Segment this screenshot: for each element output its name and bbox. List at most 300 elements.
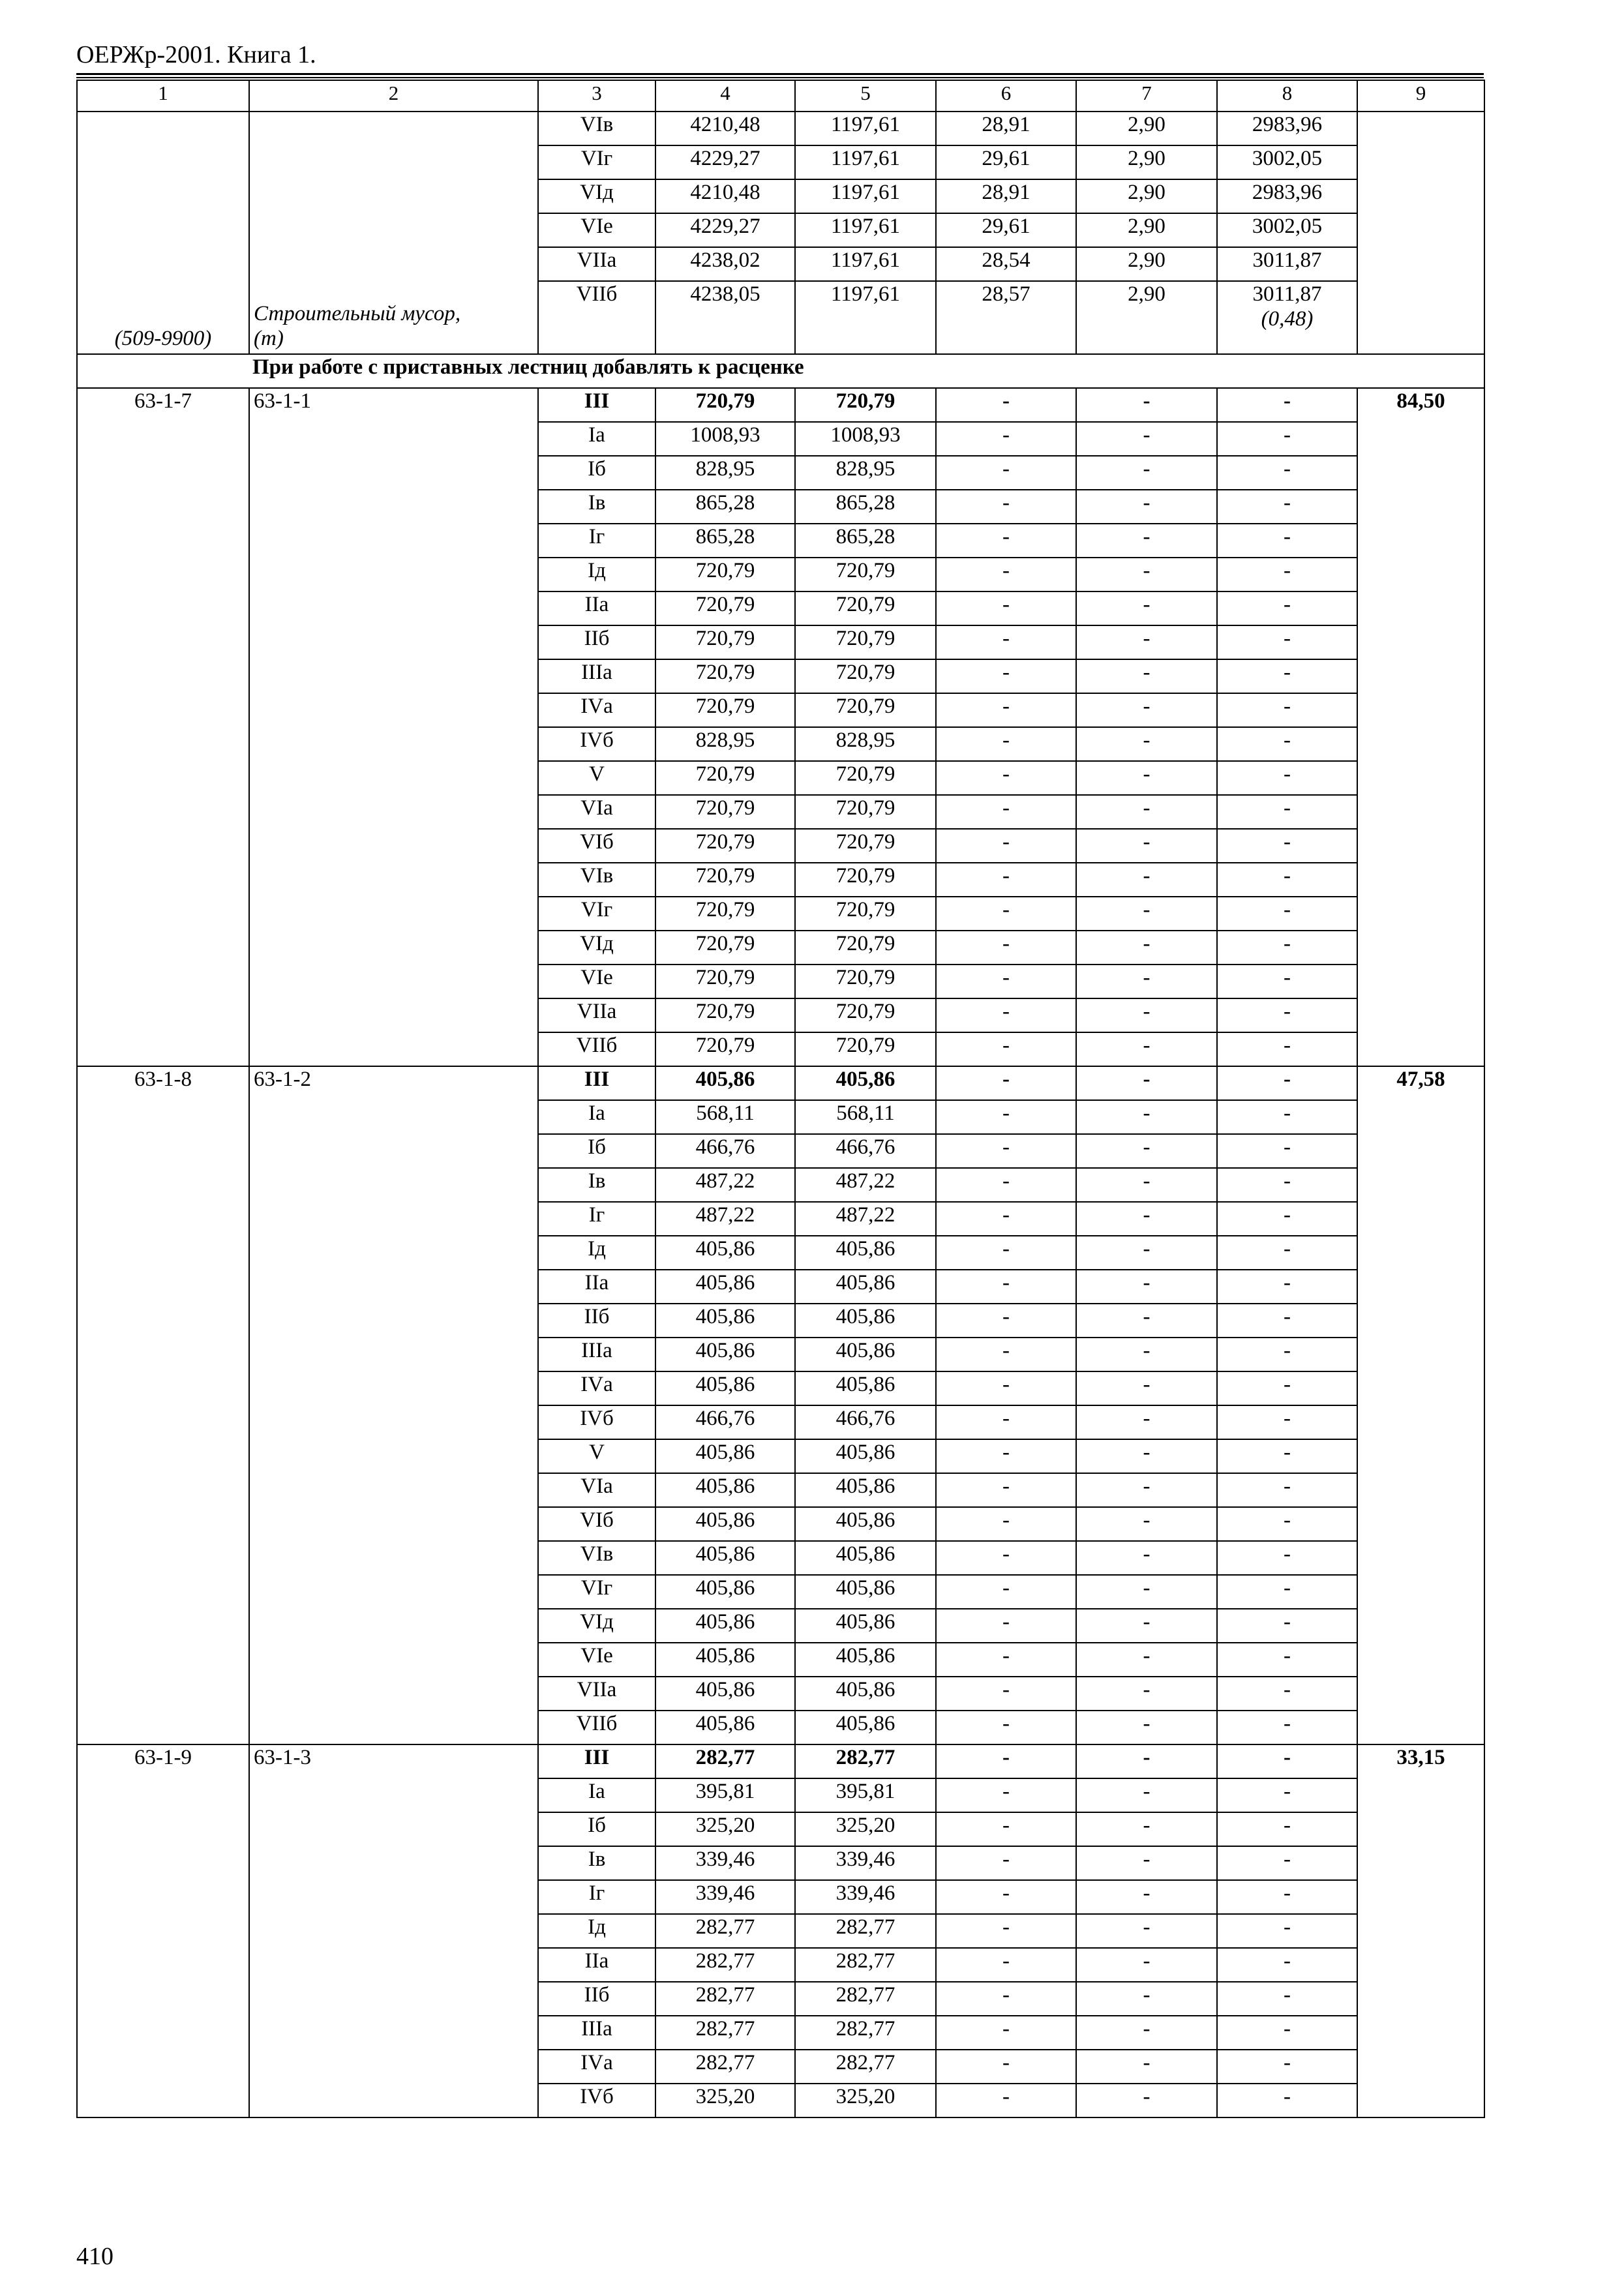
rate-code: 63-1-7 [77,388,249,1066]
price-table [76,80,1485,2118]
table-cell: - [936,965,1076,998]
table-cell: 720,79 [795,659,936,693]
resource-unit: (т) [254,327,284,350]
table-cell: - [1217,1541,1357,1575]
table-cell: 339,46 [655,1846,795,1880]
table-cell: 720,79 [795,558,936,591]
table-cell: 405,86 [655,1575,795,1609]
table-cell: - [1076,2084,1217,2117]
table-cell: - [1076,388,1217,422]
base-rate-ref: 63-1-2 [249,1066,538,1744]
table-cell: - [1217,1575,1357,1609]
table-cell: - [1076,965,1217,998]
table-cell: - [936,1711,1076,1744]
table-cell: - [1076,1304,1217,1338]
table-cell: 405,86 [795,1677,936,1711]
zone-code: III [538,1744,655,1778]
table-cell: - [936,998,1076,1032]
table-cell: - [1217,931,1357,965]
table-cell: 395,81 [655,1778,795,1812]
table-cell: 325,20 [795,2084,936,2117]
table-cell: 720,79 [795,591,936,625]
table-cell: - [1076,1405,1217,1439]
zone-code: Iд [538,1236,655,1270]
table-cell: 4238,02 [655,247,795,281]
resource-name-line: Строительный мусор, [254,302,461,325]
table-cell: 4210,48 [655,112,795,145]
table-cell: - [936,659,1076,693]
table-cell: - [1217,2050,1357,2084]
table-cell: 405,86 [795,1575,936,1609]
table-cell: 282,77 [795,1914,936,1948]
zone-code: IIа [538,1270,655,1304]
table-cell: 720,79 [655,558,795,591]
table-cell: - [936,1575,1076,1609]
zone-code: VIа [538,795,655,829]
table-cell: 720,79 [655,693,795,727]
table-cell: 4238,05 [655,281,795,354]
table-cell: 1197,61 [795,213,936,247]
table-cell: - [1076,1202,1217,1236]
table-cell: 282,77 [795,1744,936,1778]
header-rule-secondary [76,77,1484,78]
table-cell: 405,86 [795,1711,936,1744]
table-cell: - [1076,1914,1217,1948]
table-cell: 282,77 [795,2050,936,2084]
table-cell: - [1217,1202,1357,1236]
zone-code: Iа [538,1778,655,1812]
table-cell: 405,86 [795,1270,936,1304]
table-cell: 325,20 [795,1812,936,1846]
table-cell: - [1076,2050,1217,2084]
table-cell: 405,86 [655,1643,795,1677]
table-cell: - [1076,795,1217,829]
table-cell: 405,86 [795,1236,936,1270]
table-cell: - [936,1439,1076,1473]
table-cell: - [1076,1134,1217,1168]
table-cell: 720,79 [795,897,936,931]
table-cell: 720,79 [655,1032,795,1066]
table-cell: 466,76 [655,1405,795,1439]
labor-cost: 84,50 [1357,388,1484,1066]
zone-code: VIд [538,931,655,965]
table-cell: - [1076,1846,1217,1880]
table-cell: 720,79 [795,931,936,965]
base-rate-ref: 63-1-1 [249,388,538,1066]
table-cell: - [936,1541,1076,1575]
zone-code: VIв [538,1541,655,1575]
table-cell: - [1076,1575,1217,1609]
column-number: 9 [1357,80,1484,112]
table-cell: - [936,1778,1076,1812]
table-cell: 466,76 [655,1134,795,1168]
table-cell: - [1217,1609,1357,1643]
table-cell: - [936,1270,1076,1304]
table-cell: 405,86 [655,1439,795,1473]
table-cell: - [1217,1439,1357,1473]
table-cell: - [1217,1744,1357,1778]
table-cell: 2,90 [1076,112,1217,145]
zone-code: IIа [538,1948,655,1982]
table-cell: - [1076,1948,1217,1982]
table-cell: 29,61 [936,145,1076,179]
table-cell: 405,86 [655,1066,795,1100]
table-cell: - [1217,422,1357,456]
table-cell: 828,95 [655,727,795,761]
table-cell: 2,90 [1076,281,1217,354]
table-cell: - [1076,1609,1217,1643]
table-cell: - [1076,1744,1217,1778]
table-cell: - [1217,1507,1357,1541]
table-cell: - [1076,625,1217,659]
table-cell: 282,77 [655,1982,795,2016]
table-cell: - [936,1304,1076,1338]
table-cell: - [1217,524,1357,558]
table-cell: - [936,1100,1076,1134]
table-cell: 865,28 [795,490,936,524]
table-cell: - [936,1982,1076,2016]
table-cell: - [936,2016,1076,2050]
zone-code: Iг [538,1202,655,1236]
zone-code: VIг [538,897,655,931]
table-cell: - [1076,693,1217,727]
table-cell: - [1076,1270,1217,1304]
zone-code: IIа [538,591,655,625]
table-cell: - [1076,1473,1217,1507]
table-cell: 720,79 [795,388,936,422]
table-cell: 339,46 [795,1880,936,1914]
table-cell: - [1076,422,1217,456]
table-cell: - [1217,1304,1357,1338]
table-cell: - [936,1677,1076,1711]
table-cell: 28,57 [936,281,1076,354]
table-cell: 720,79 [795,693,936,727]
table-cell: - [1217,2084,1357,2117]
table-cell: 720,79 [795,625,936,659]
zone-code: VIг [538,145,655,179]
table-cell: - [1217,558,1357,591]
table-cell: 487,22 [655,1202,795,1236]
table-cell: - [936,490,1076,524]
table-cell: - [936,558,1076,591]
table-cell: - [1076,863,1217,897]
table-cell: 828,95 [655,456,795,490]
zone-code: Iд [538,1914,655,1948]
table-cell: - [1217,1846,1357,1880]
table-cell: 282,77 [655,1914,795,1948]
table-cell: - [1076,490,1217,524]
table-cell: 405,86 [795,1473,936,1507]
table-cell: - [936,1032,1076,1066]
table-cell: 405,86 [655,1507,795,1541]
table-row [77,388,1484,422]
table-cell: 282,77 [795,1982,936,2016]
table-cell: 720,79 [655,388,795,422]
table-cell: - [1217,998,1357,1032]
table-cell: 405,86 [795,1439,936,1473]
table-cell: 720,79 [655,931,795,965]
table-cell: 28,91 [936,112,1076,145]
zone-code: V [538,1439,655,1473]
table-cell: - [1076,1066,1217,1100]
table-cell: 28,91 [936,179,1076,213]
zone-code: Iг [538,1880,655,1914]
zone-code: VIг [538,1575,655,1609]
table-cell: 282,77 [655,2050,795,2084]
table-cell: 568,11 [655,1100,795,1134]
table-cell: - [1217,1100,1357,1134]
zone-code: Iб [538,1812,655,1846]
table-cell: - [936,1338,1076,1371]
table-cell: 405,86 [655,1541,795,1575]
note-row [77,354,1484,388]
table-cell: 1008,93 [655,422,795,456]
zone-code: IVб [538,1405,655,1439]
table-cell: - [1076,998,1217,1032]
table-cell: - [1217,965,1357,998]
column-number: 4 [655,80,795,112]
table-cell: 865,28 [655,524,795,558]
table-cell: - [1217,1812,1357,1846]
table-cell: - [1076,1880,1217,1914]
table-cell: 405,86 [655,1236,795,1270]
labor-cost: 47,58 [1357,1066,1484,1744]
zone-code: Iг [538,524,655,558]
table-cell: - [936,422,1076,456]
table-cell: 2,90 [1076,213,1217,247]
table-cell: - [1217,863,1357,897]
table-cell: - [936,2084,1076,2117]
table-cell: 339,46 [655,1880,795,1914]
zone-code: VIв [538,863,655,897]
table-cell: 282,77 [795,1948,936,1982]
column-number: 7 [1076,80,1217,112]
table-cell: 405,86 [655,1371,795,1405]
table-cell: 720,79 [795,829,936,863]
table-cell: 282,77 [795,2016,936,2050]
table-cell: - [936,388,1076,422]
table-cell: 720,79 [655,659,795,693]
resource-code: (509-9900) [77,112,249,354]
table-cell: 282,77 [655,1948,795,1982]
table-cell: 282,77 [655,2016,795,2050]
table-cell: 720,79 [795,795,936,829]
table-cell: - [936,1846,1076,1880]
table-cell: 2983,96 [1217,179,1357,213]
table-cell: 828,95 [795,727,936,761]
zone-code: VIд [538,1609,655,1643]
table-cell: - [1076,1541,1217,1575]
zone-code: VIе [538,1643,655,1677]
table-cell: 3002,05 [1217,145,1357,179]
zone-code: IIIа [538,659,655,693]
table-cell: - [1076,659,1217,693]
table-cell: - [1076,1338,1217,1371]
table-cell: - [936,795,1076,829]
table-cell: 865,28 [795,524,936,558]
zone-code: III [538,388,655,422]
table-cell: - [1076,1100,1217,1134]
table-cell: 405,86 [795,1643,936,1677]
zone-code: Iв [538,1168,655,1202]
zone-code: Iа [538,422,655,456]
table-row [77,1744,1484,1778]
zone-code: IIб [538,1982,655,2016]
table-cell: 720,79 [655,965,795,998]
table-cell: - [1076,1439,1217,1473]
table-cell: 466,76 [795,1405,936,1439]
table-cell [1217,281,1357,354]
table-cell: 405,86 [795,1507,936,1541]
table-cell: 4229,27 [655,145,795,179]
table-cell: - [936,1134,1076,1168]
table-cell: 28,54 [936,247,1076,281]
zone-code: IVб [538,727,655,761]
zone-code: VIа [538,1473,655,1507]
table-cell: - [936,1914,1076,1948]
table-cell: 865,28 [655,490,795,524]
table-cell: 720,79 [795,998,936,1032]
table-cell-value: 3011,87 [1252,282,1322,306]
table-cell: - [1217,1405,1357,1439]
zone-code: VIIа [538,247,655,281]
table-cell: 828,95 [795,456,936,490]
table-cell: - [1076,2016,1217,2050]
table-cell: 1197,61 [795,112,936,145]
table-cell: 487,22 [795,1202,936,1236]
table-cell: 1197,61 [795,179,936,213]
zone-code: VIб [538,829,655,863]
zone-code: IVа [538,2050,655,2084]
table-cell: 720,79 [655,829,795,863]
table-cell: - [1217,727,1357,761]
table-cell: 3011,87 [1217,247,1357,281]
table-cell: - [936,1236,1076,1270]
table-cell: - [1217,1643,1357,1677]
table-cell: 405,86 [655,1304,795,1338]
table-cell: - [1217,1914,1357,1948]
zone-code: VIе [538,965,655,998]
table-cell: - [1076,1168,1217,1202]
table-cell: - [1076,524,1217,558]
table-cell: 1008,93 [795,422,936,456]
table-cell: 405,86 [655,1338,795,1371]
zone-code: IVа [538,1371,655,1405]
table-cell: - [936,1948,1076,1982]
table-cell: 720,79 [655,863,795,897]
table-cell: - [1217,897,1357,931]
table-cell: 2,90 [1076,179,1217,213]
column-number-row [77,80,1484,112]
table-cell: - [1076,1778,1217,1812]
column-number: 5 [795,80,936,112]
zone-code: VIб [538,1507,655,1541]
table-cell: 720,79 [655,625,795,659]
table-cell: - [936,1202,1076,1236]
table-cell: - [1217,1236,1357,1270]
table-cell: - [936,456,1076,490]
table-cell: - [1076,1507,1217,1541]
table-cell: - [1217,795,1357,829]
table-cell: - [936,897,1076,931]
table-cell: 405,86 [795,1066,936,1100]
table-cell: 466,76 [795,1134,936,1168]
table-cell: 339,46 [795,1846,936,1880]
table-cell: - [936,1812,1076,1846]
table-cell: - [936,1609,1076,1643]
table-cell: 405,86 [655,1711,795,1744]
table-cell: - [1217,1982,1357,2016]
table-cell: 720,79 [795,863,936,897]
table-cell: - [936,1405,1076,1439]
table-cell: - [1217,659,1357,693]
table-cell: - [936,1744,1076,1778]
zone-code: IVа [538,693,655,727]
column-number: 1 [77,80,249,112]
table-cell: - [936,829,1076,863]
zone-code: VIд [538,179,655,213]
zone-code: VIIб [538,1711,655,1744]
table-cell: - [1217,829,1357,863]
table-cell: 3002,05 [1217,213,1357,247]
zone-code: VIIа [538,1677,655,1711]
zone-code: IIб [538,1304,655,1338]
table-cell: - [936,1066,1076,1100]
table-cell: - [936,1507,1076,1541]
column-number: 3 [538,80,655,112]
section-note: При работе с приставных лестниц добавлять к расценке [77,354,1484,388]
table-row [77,112,1484,145]
labor-cost: 33,15 [1357,1744,1484,2117]
table-cell: 405,86 [655,1473,795,1507]
table-cell: 720,79 [655,795,795,829]
table-cell: - [1217,1338,1357,1371]
rate-code: 63-1-8 [77,1066,249,1744]
table-cell: - [1217,1032,1357,1066]
table-cell: - [1076,727,1217,761]
table-cell: - [1076,931,1217,965]
table-cell: 720,79 [795,1032,936,1066]
page-header-title: ОЕРЖр-2001. Книга 1. [76,41,316,68]
rate-code: 63-1-9 [77,1744,249,2117]
table-cell: 487,22 [795,1168,936,1202]
table-cell: 1197,61 [795,281,936,354]
table-cell: 405,86 [795,1541,936,1575]
column-number: 8 [1217,80,1357,112]
table-cell: - [1217,1270,1357,1304]
table-cell: - [1217,1778,1357,1812]
table-cell: - [1217,591,1357,625]
zone-code: Iб [538,1134,655,1168]
table-cell: - [936,2050,1076,2084]
table-cell: - [1217,1948,1357,1982]
zone-code: V [538,761,655,795]
table-cell: - [1217,1473,1357,1507]
table-cell: 4210,48 [655,179,795,213]
table-cell: 395,81 [795,1778,936,1812]
table-cell: - [1217,1066,1357,1100]
table-cell: - [936,1371,1076,1405]
table-cell: 29,61 [936,213,1076,247]
table-cell: - [1217,1134,1357,1168]
table-cell: 2,90 [1076,247,1217,281]
table-cell: - [1076,897,1217,931]
table-cell: - [1217,1677,1357,1711]
zone-code: III [538,1066,655,1100]
table-cell: 4229,27 [655,213,795,247]
table-cell: - [1076,456,1217,490]
zone-code: IIIа [538,2016,655,2050]
